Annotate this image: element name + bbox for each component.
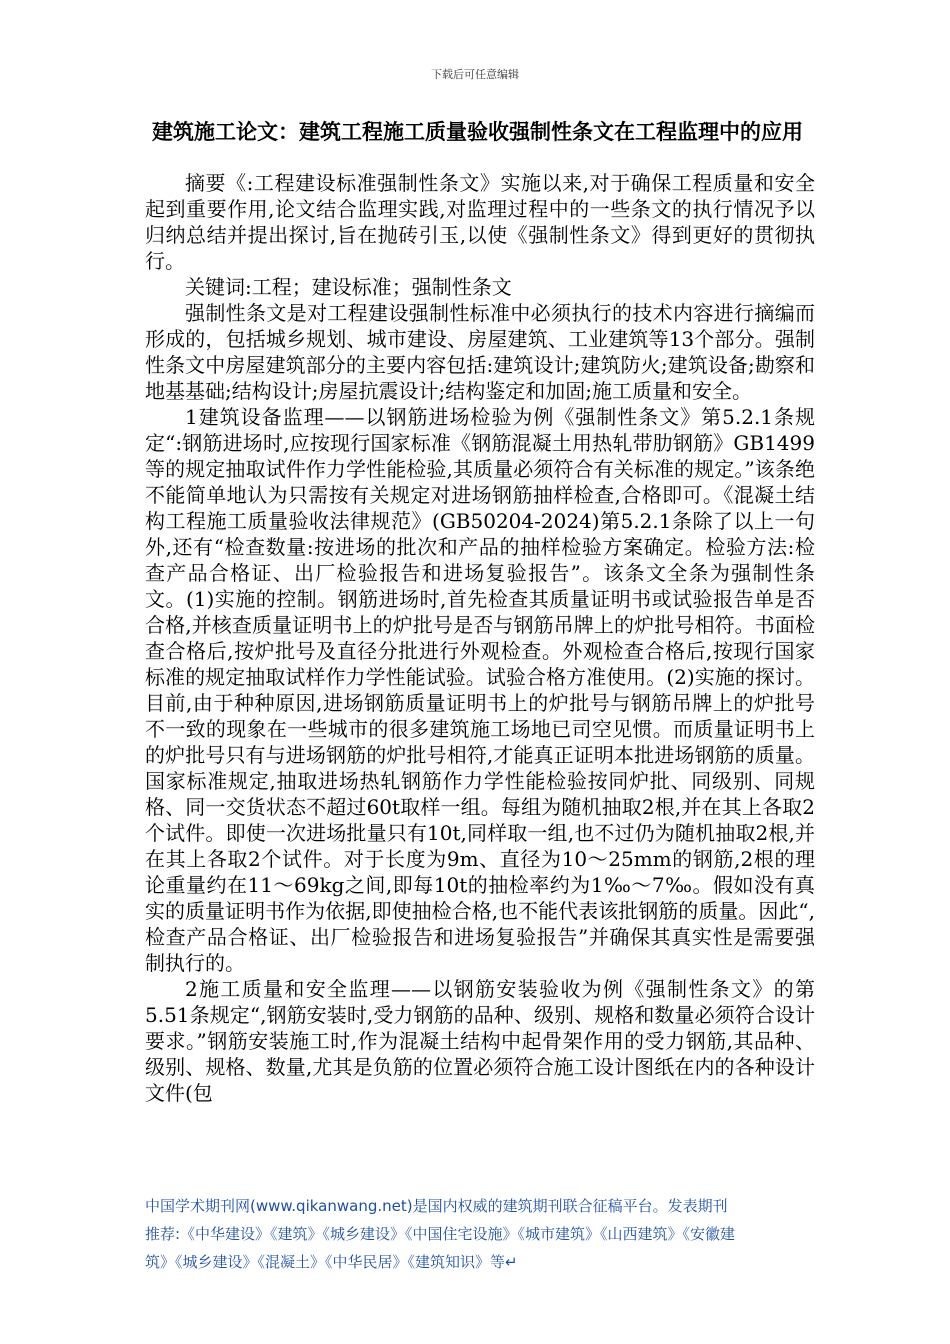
intro-paragraph: 强制性条文是对工程建设强制性标准中必须执行的技术内容进行摘编而形成的，包括城乡规划、城市建设、房屋建筑、工业建筑等13个部分。强制性条文中房屋建筑部分的主要内容包括:建筑设计;建筑防火;建筑设备;勘察和地基基础;结构设计;房屋抗震设计;结构鉴定和加固;施工质量和安全。 xyxy=(145,301,815,403)
section-1-paragraph: 1建筑设备监理——以钢筋进场检验为例《强制性条文》第5.2.1条规定“:钢筋进场时,应按现行国家标准《钢筋混凝土用热轧带肋钢筋》GB1499等的规定抽取试件作力学性能检验,其质量必须符合有关标准的规定。”该条绝不能简单地认为只需按有关规定对进场钢筋抽样检查,合格即可。《混凝土结构工程施工质量验收法律规范》(GB50204-2024)第5.2.1条除了以上一句外,还有“检查数量:按进场的批次和产品的抽样检验方案确定。检验方法:检查产品合格证、出厂检验报告和进场复验报告”。该条文全条为强制性条文。(1)实施的控制。钢筋进场时,首先检查其质量证明书或试验报告单是否合格,并核查质量证明书上的炉批号是否与钢筋吊牌上的炉批号相符。书面检查合格后,按炉批号及直径分批进行外观检查。外观检查合格后,按现行国家标准的规定抽取试样作力学性能试验。试验合格方准使用。(2)实施的探讨。目前,由于种种原因,进场钢筋质量证明书上的炉批号与钢筋吊牌上的炉批号不一致的现象在一些城市的很多建筑施工场地已司空见惯。而质量证明书上的炉批号只有与进场钢筋的炉批号相符,才能真正证明本批进场钢筋的质量。国家标准规定,抽取进场热轧钢筋作力学性能检验按同炉批、同级别、同规格、同一交货状态不超过60t取样一组。每组为随机抽取2根,并在其上各取2个试件。即使一次进场批量只有10t,同样取一组,也不过仍为随机抽取2根,并在其上各取2个试件。对于长度为9m、直径为10～25mm的钢筋,2根的理论重量约在11～69kg之间,即每10t的抽检率约为1‰～7‰。假如没有真实的质量证明书作为依据,即使抽检合格,也不能代表该批钢筋的质量。因此“,检查产品合格证、出厂检验报告和进场复验报告”并确保其真实性是需要强制执行的。 xyxy=(145,405,815,975)
journal-ad-block xyxy=(145,1192,815,1276)
ad-line: 中国学术期刊网(www.qikanwang.net)是国内权威的建筑期刊联合征稿平台。发表期刊 xyxy=(145,1197,728,1215)
ad-line: 筑》《城乡建设》《混凝土》《中华民居》《建筑知识》等↵ xyxy=(145,1253,518,1271)
section-2-paragraph: 2施工质量和安全监理——以钢筋安装验收为例《强制性条文》的第5.51条规定“,钢筋安装时,受力钢筋的品种、级别、规格和数量必须符合设计要求。”钢筋安装施工时,作为混凝土结构中起骨架作用的受力钢筋,其品种、级别、规格、数量,尤其是负筋的位置必须符合施工设计图纸在内的各种设计文件(包 xyxy=(145,977,815,1105)
header-note: 下载后可任意编辑 xyxy=(431,68,519,81)
keywords-paragraph: 关键词:工程；建设标准；强制性条文 xyxy=(185,275,512,299)
abstract-paragraph: 摘要《:工程建设标准强制性条文》实施以来,对于确保工程质量和安全起到重要作用,论文结合监理实践,对监理过程中的一些条文的执行情况予以归纳总结并提出探讨,旨在抛砖引玉,以使《强制性条文》得到更好的贯彻执行。 xyxy=(145,171,815,273)
document-body xyxy=(145,170,815,1106)
ad-line: 推荐:《中华建设》《建筑》《城乡建设》《中国住宅设施》《城市建筑》《山西建筑》《安徽建 xyxy=(145,1225,736,1243)
document-title: 建筑施工论文：建筑工程施工质量验收强制性条文在工程监理中的应用 xyxy=(152,120,803,144)
